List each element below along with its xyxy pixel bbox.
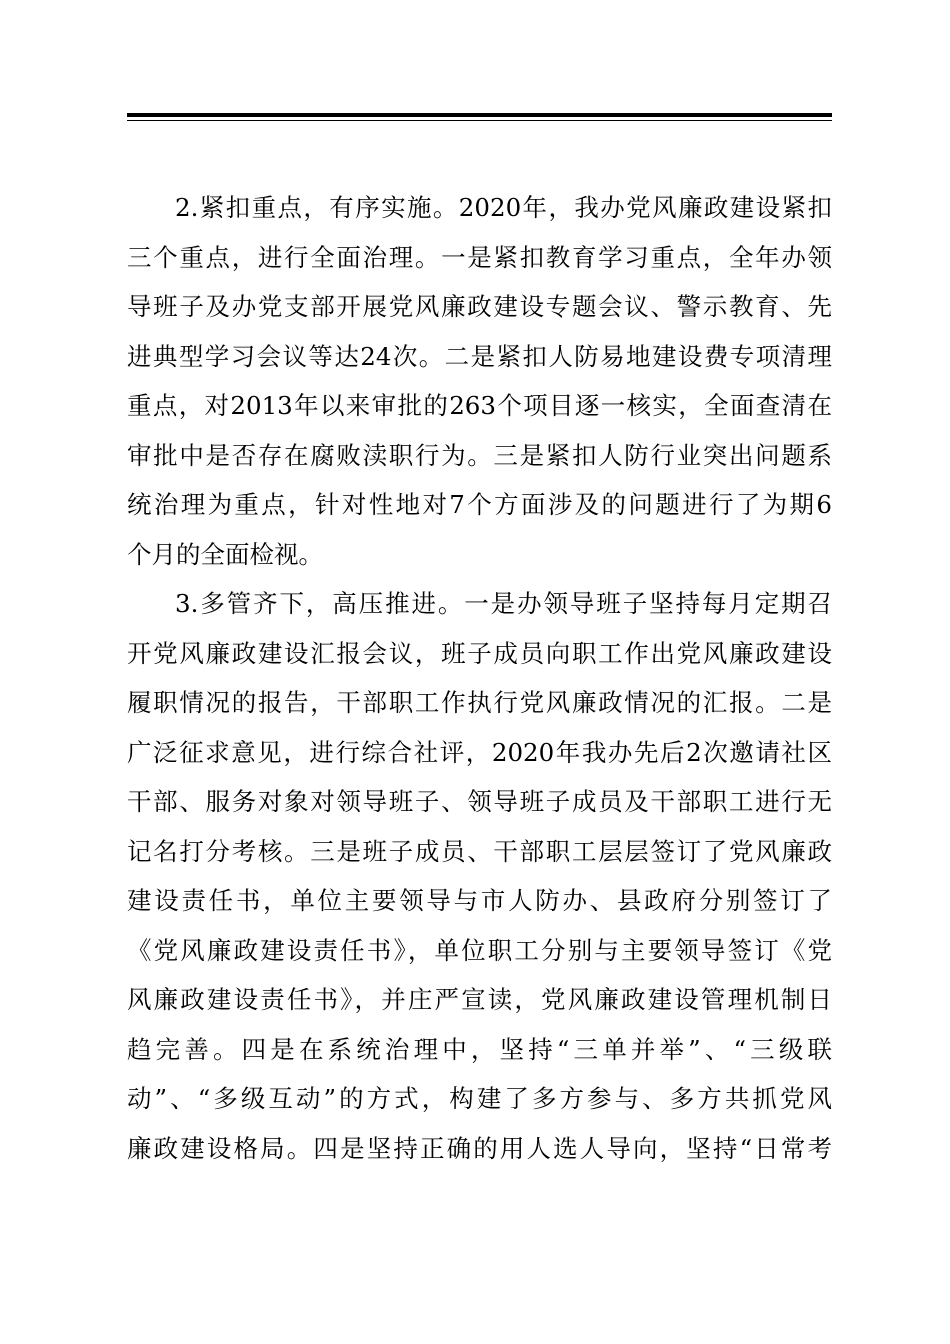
text-line: 重点，对2013年以来审批的263个项目逐一核实，全面查清在	[127, 391, 832, 420]
text-line: 开党风廉政建设汇报会议，班子成员向职工作出党风廉政建设	[127, 638, 832, 668]
text-line: 2.紧扣重点，有序实施。2020年，我办党风廉政建设紧扣	[175, 193, 832, 222]
document-body	[127, 183, 832, 1173]
text-line: 3.多管齐下，高压推进。一是办领导班子坚持每月定期召	[175, 589, 832, 618]
text-line: 导班子及办党支部开展党风廉政建设专题会议、警示教育、先	[127, 292, 832, 321]
paragraph-item-2	[127, 183, 832, 579]
text-line: 三个重点，进行全面治理。一是紧扣教育学习重点，全年办领	[127, 242, 832, 272]
text-line: 统治理为重点，针对性地对7个方面涉及的问题进行了为期6	[127, 490, 832, 519]
text-line: 《党风廉政建设责任书》，单位职工分别与主要领导签订《党	[127, 935, 832, 965]
text-line: 履职情况的报告，干部职工作执行党风廉政情况的汇报。二是	[127, 688, 832, 717]
text-line: 廉政建设格局。四是坚持正确的用人选人导向，坚持“日常考	[127, 1133, 832, 1163]
header-rule-thick	[127, 113, 832, 117]
text-line: 风廉政建设责任书》，并庄严宣读，党风廉政建设管理机制日	[127, 985, 832, 1014]
text-line: 趋完善。四是在系统治理中，坚持“三单并举”、“三级联	[127, 1034, 832, 1064]
header-rule-thin	[127, 120, 832, 121]
text-line: 动”、“多级互动”的方式，构建了多方参与、多方共抓党风	[127, 1084, 832, 1113]
text-line: 审批中是否存在腐败渎职行为。三是紧扣人防行业突出问题系	[127, 440, 832, 470]
text-line: 广泛征求意见，进行综合社评，2020年我办先后2次邀请社区	[127, 737, 832, 767]
text-line: 记名打分考核。三是班子成员、干部职工层层签订了党风廉政	[127, 836, 832, 866]
text-line: 建设责任书，单位主要领导与市人防办、县政府分别签订了	[127, 886, 832, 915]
text-line: 进典型学习会议等达24次。二是紧扣人防易地建设费专项清理	[127, 341, 832, 371]
paragraph-item-3	[127, 579, 832, 1173]
text-line: 干部、服务对象对领导班子、领导班子成员及干部职工进行无	[127, 787, 832, 816]
text-line: 个月的全面检视。	[127, 539, 323, 569]
